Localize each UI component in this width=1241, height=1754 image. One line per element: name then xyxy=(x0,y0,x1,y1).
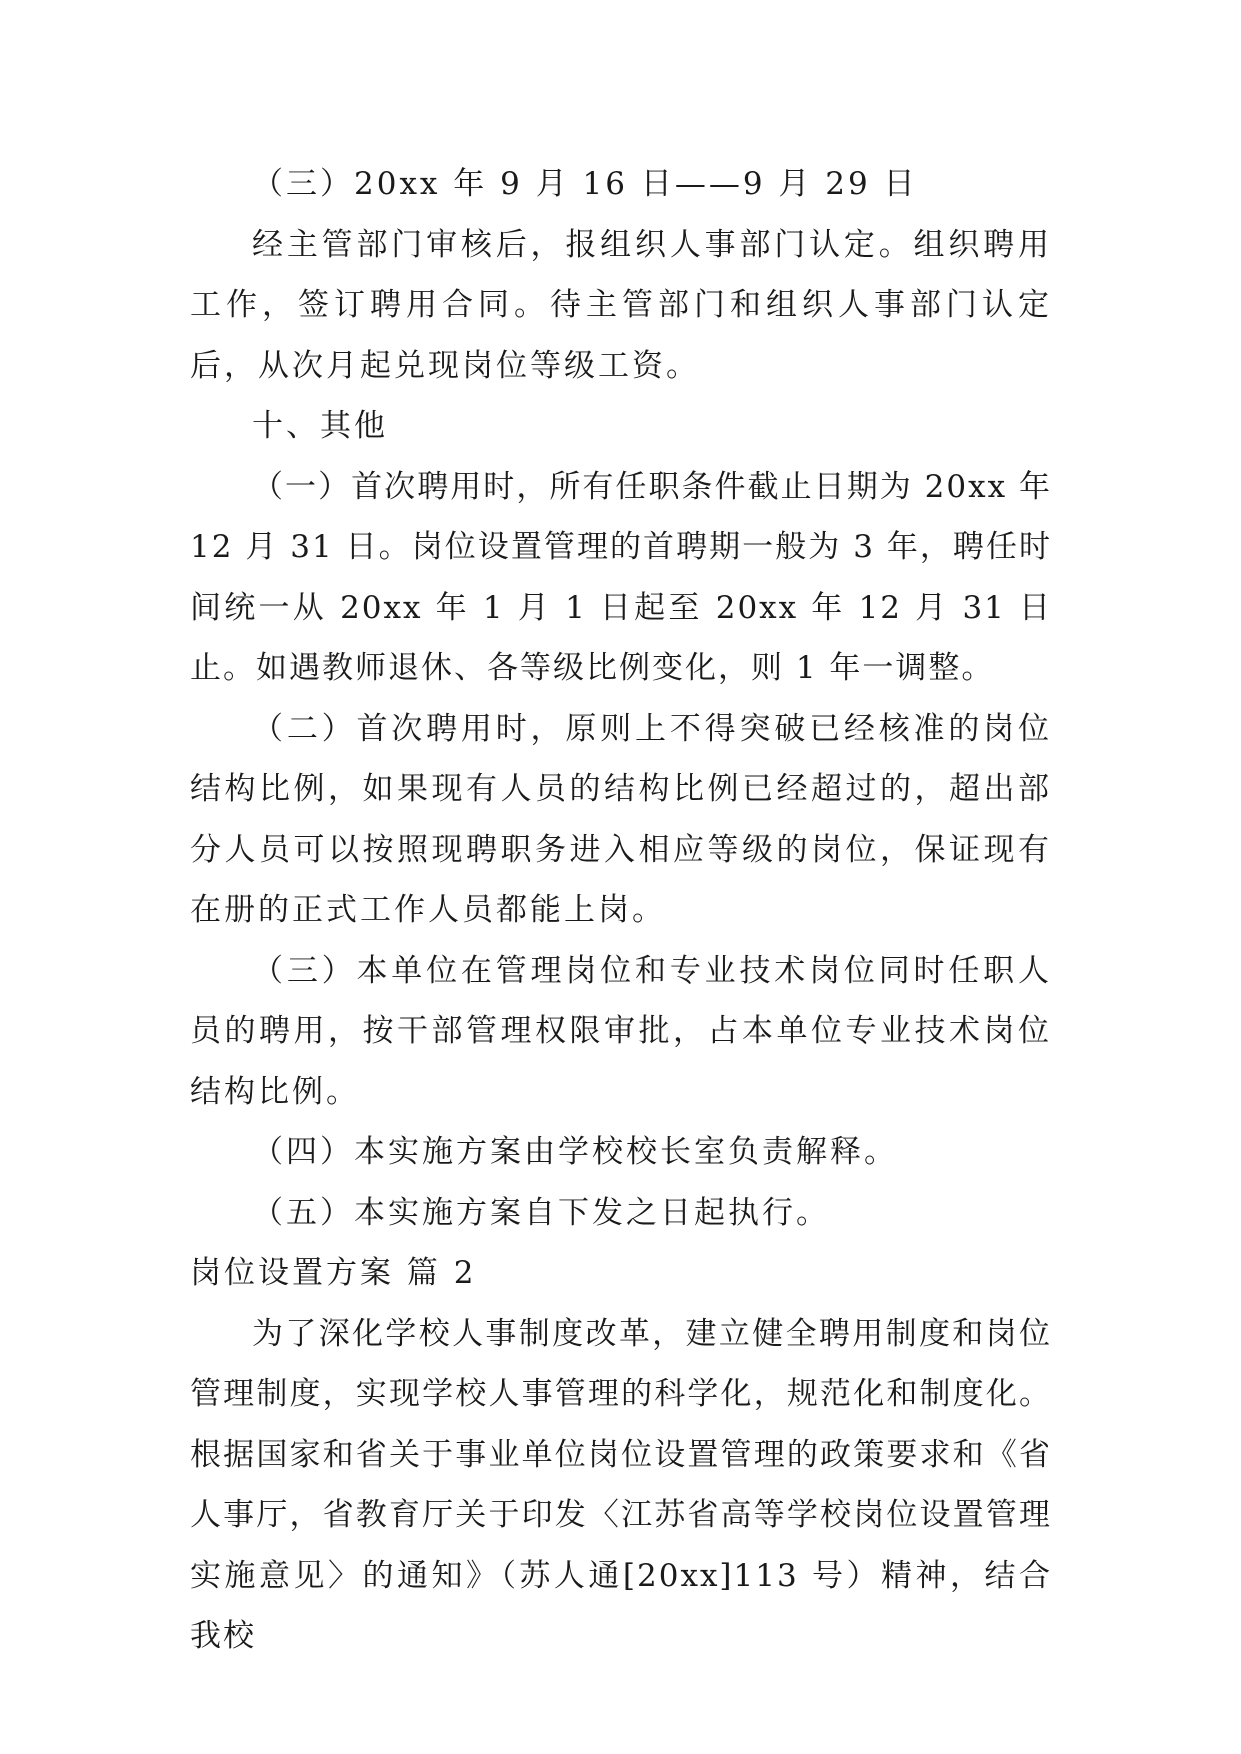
article-title-part-2: 岗位设置方案 篇 2 xyxy=(190,1255,477,1291)
paragraph-item-4: （四）本实施方案由学校校长室负责解释。 xyxy=(252,1134,898,1170)
paragraph-intro-part-2: 为了深化学校人事制度改革，建立健全聘用制度和岗位管理制度，实现学校人事管理的科学化，规范化和制度化。根据国家和省关于事业单位岗位设置管理的政策要求和《省人事厅，省教育厅关于印发〈江苏省高等学校岗位设置管理实施意见〉的通知》（苏人通[20xx]113 号）精神，结合我校 xyxy=(190,1315,1052,1654)
paragraph-review-process: 经主管部门审核后，报组织人事部门认定。组织聘用工作，签订聘用合同。待主管部门和组织人事部门认定后，从次月起兑现岗位等级工资。 xyxy=(190,226,1052,384)
paragraph-date-range: （三）20xx 年 9 月 16 日——9 月 29 日 xyxy=(252,166,918,202)
paragraph-item-3: （三）本单位在管理岗位和专业技术岗位同时任职人员的聘用，按干部管理权限审批，占本单位专业技术岗位结构比例。 xyxy=(190,952,1052,1110)
section-heading-other: 十、其他 xyxy=(252,408,388,444)
document-body xyxy=(190,154,1052,1667)
paragraph-item-5: （五）本实施方案自下发之日起执行。 xyxy=(252,1194,830,1231)
paragraph-item-1: （一）首次聘用时，所有任职条件截止日期为 20xx 年 12 月 31 日。岗位设置管理的首聘期一般为 3 年，聘任时间统一从 20xx 年 1 月 1 日起至 20xx 年 12 月 31 日止。如遇教师退休、各等级比例变化，则 1 年一调整。 xyxy=(190,468,1052,686)
paragraph-item-2: （二）首次聘用时，原则上不得突破已经核准的岗位结构比例，如果现有人员的结构比例已经超过的，超出部分人员可以按照现聘职务进入相应等级的岗位，保证现有在册的正式工作人员都能上岗。 xyxy=(190,710,1052,928)
